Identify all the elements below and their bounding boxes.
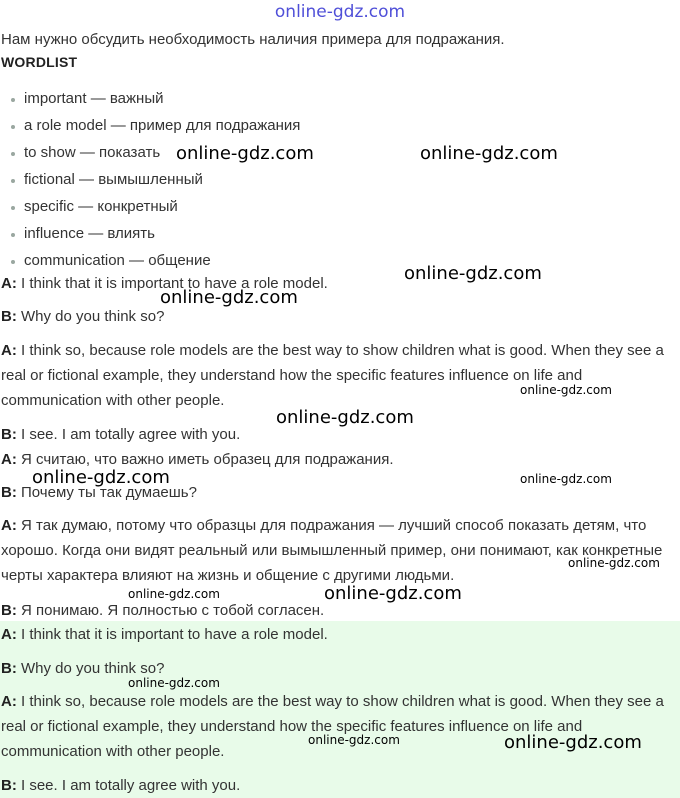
wordlist-item-text: a role model — пример для подражания [24, 117, 301, 134]
dialogue-line [1, 304, 679, 329]
dialogue-text: Почему ты так думаешь? [21, 484, 197, 501]
speaker-label: A: [1, 275, 17, 292]
speaker-label: A: [1, 626, 17, 643]
dialogue-line-ru [1, 513, 679, 588]
wordlist-item [11, 169, 300, 196]
watermark-text: online-gdz.com [520, 383, 612, 397]
dialogue-text: I see. I am totally agree with you. [21, 426, 241, 443]
speaker-label: B: [1, 660, 17, 677]
wordlist-item [11, 115, 300, 142]
watermark-text: online-gdz.com [32, 467, 170, 488]
watermark-text: online-gdz.com [128, 587, 220, 601]
wordlist-item-text: specific — конкретный [24, 198, 178, 215]
dialogue-line [1, 338, 679, 413]
dialogue-text: Я так думаю, потому что образцы для подражания — лучший способ показать детям, что хорошо. Когда они видят реальный или вымышленный пример, они понимают, как конкретные черты характера влияют на жизнь и общение с другими людьми. [1, 517, 663, 584]
bullet-icon [11, 233, 15, 237]
speaker-label: B: [1, 308, 17, 325]
watermark-text: online-gdz.com [176, 143, 314, 164]
speaker-label: A: [1, 517, 17, 534]
dialogue-text: I think that it is important to have a role model. [21, 626, 328, 643]
bullet-icon [11, 206, 15, 210]
speaker-label: A: [1, 342, 17, 359]
dialogue-text: Why do you think so? [21, 308, 165, 325]
wordlist-item-text: to show — показать [24, 144, 161, 161]
watermark-text: online-gdz.com [420, 143, 558, 164]
dialogue-text: I think so, because role models are the best way to show children what is good. When they see a real or fictional example, they understand how the specific features influence on life and communication with other people. [1, 342, 664, 409]
dialogue-text: I see. I am totally agree with you. [21, 777, 241, 794]
wordlist [11, 88, 300, 277]
speaker-label: A: [1, 451, 17, 468]
bullet-icon [11, 152, 15, 156]
dialogue-line [1, 271, 679, 296]
dialogue-line-highlight [1, 773, 679, 798]
wordlist-title: WORDLIST [1, 54, 78, 70]
bullet-icon [11, 125, 15, 129]
speaker-label: A: [1, 693, 17, 710]
wordlist-item-text: fictional — вымышленный [24, 171, 203, 188]
wordlist-item-text: communication — общение [24, 252, 211, 269]
watermark-text: online-gdz.com [520, 472, 612, 486]
dialogue-text: Why do you think so? [21, 660, 165, 677]
watermark-text: online-gdz.com [308, 733, 400, 747]
dialogue-text: I think that it is important to have a role model. [21, 275, 328, 292]
dialogue-line-highlight [1, 622, 679, 647]
speaker-label: B: [1, 777, 17, 794]
watermark-text: online-gdz.com [276, 407, 414, 428]
speaker-label: B: [1, 426, 17, 443]
dialogue-text: Я считаю, что важно иметь образец для подражания. [21, 451, 394, 468]
watermark-text: online-gdz.com [128, 676, 220, 690]
watermark-text: online-gdz.com [404, 263, 542, 284]
wordlist-item [11, 196, 300, 223]
speaker-label: B: [1, 602, 17, 619]
wordlist-item-text: influence — влиять [24, 225, 155, 242]
watermark-text: online-gdz.com [324, 583, 462, 604]
site-header-watermark: online-gdz.com [274, 2, 406, 22]
wordlist-item-text: important — важный [24, 90, 164, 107]
dialogue-text: Я понимаю. Я полностью с тобой согласен. [21, 602, 325, 619]
watermark-text: online-gdz.com [160, 287, 298, 308]
dialogue-text: I think so, because role models are the best way to show children what is good. When they see a real or fictional example, they understand how the specific features influence on life and communication with other people. [1, 693, 664, 760]
bullet-icon [11, 260, 15, 264]
speaker-label: B: [1, 484, 17, 501]
dialogue-line-highlight [1, 656, 679, 681]
wordlist-item [11, 88, 300, 115]
wordlist-item [11, 223, 300, 250]
bullet-icon [11, 98, 15, 102]
watermark-text: online-gdz.com [504, 732, 642, 753]
intro-text: Нам нужно обсудить необходимость наличия примера для подражания. [1, 31, 505, 48]
bullet-icon [11, 179, 15, 183]
watermark-text: online-gdz.com [568, 556, 660, 570]
